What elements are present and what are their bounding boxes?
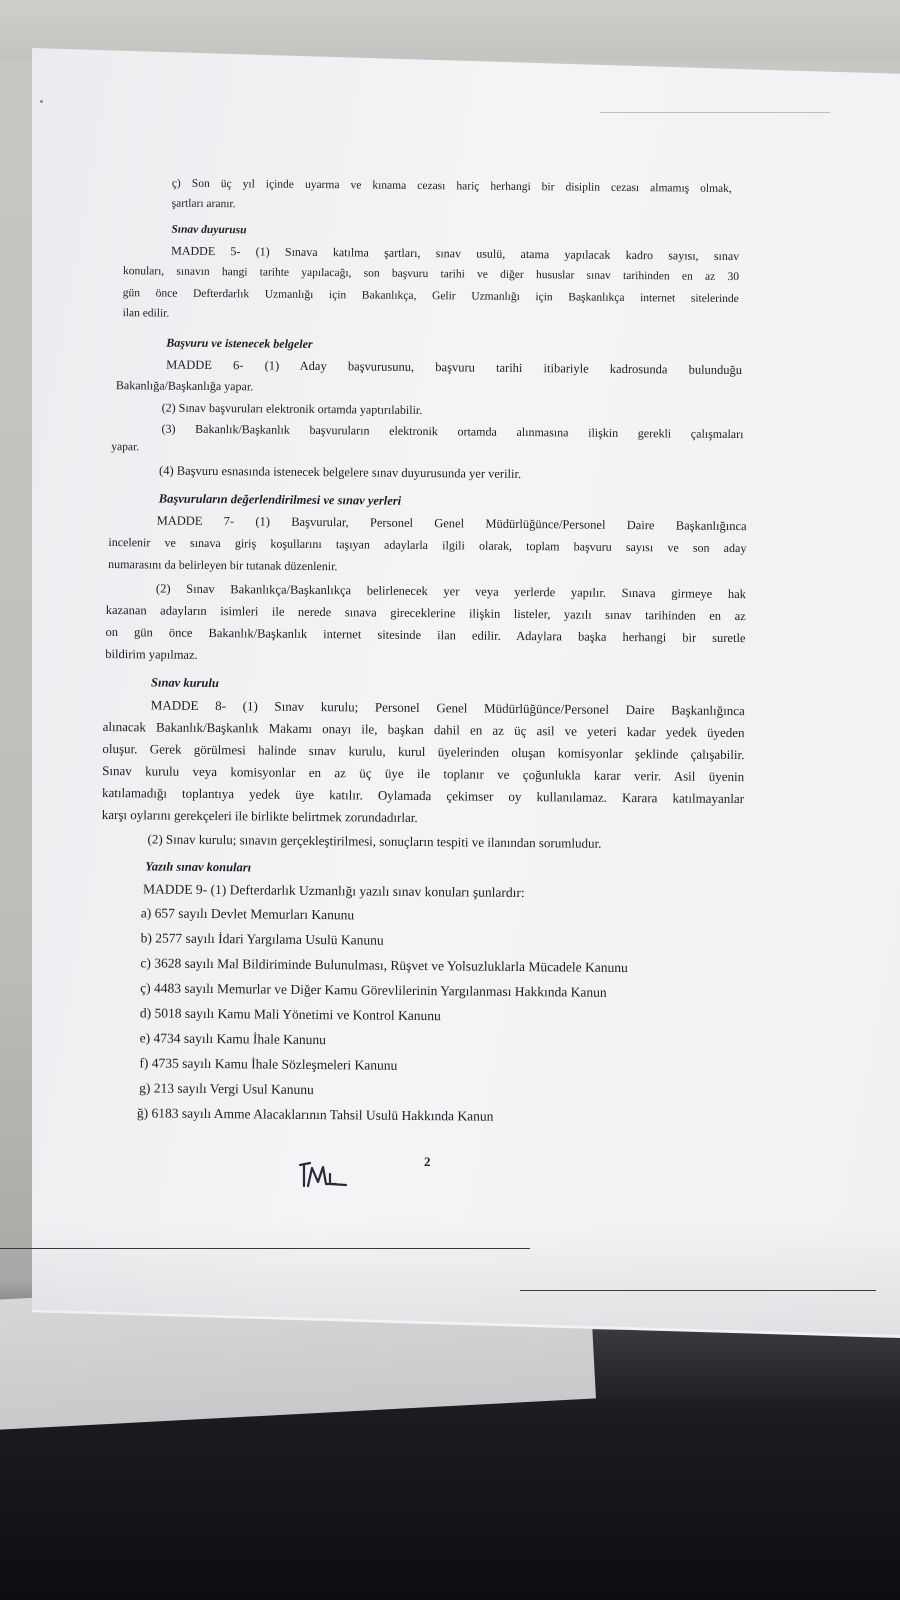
article-line: MADDE 8- (1) Sınav kurulu; Personel Genel Müdürlüğünce/Personel Daire Başkanlığınca (150, 697, 745, 719)
list-item: f) 4735 sayılı Kamu İhale Sözleşmeleri Kanunu (139, 1055, 398, 1073)
list-item: g) 213 sayılı Vergi Usul Kanunu (139, 1080, 314, 1098)
text-line: karşı oylarını gerekçeleri ile birlikte belirtmek zorundadırlar. (101, 806, 418, 826)
text-line: ilan edilir. (122, 307, 170, 320)
desk-surface-top (0, 0, 900, 60)
text-line: kazanan adayların isimleri ile nerede sınava gireceklerine ilişkin listeler, yazılı sınav tarihinden en az (105, 602, 746, 624)
text-line: Sınav kurulu veya komisyonlar en az üç üye ile toplanır ve çoğunlukla karar verir. Asil üyenin (102, 762, 745, 785)
page-number: 2 (424, 1154, 431, 1169)
text-line: oluşur. Gerek görülmesi halinde sınav kurulu, kurul üyelerinden oluşan komisyonlar şeklinde çalışabilir. (102, 740, 745, 763)
section-heading: Sınav duyurusu (171, 223, 247, 237)
section-heading: Başvuru ve istenecek belgeler (166, 335, 313, 351)
text-line: ç) Son üç yıl içinde uyarma ve kınama cezası hariç herhangi bir disiplin cezası almamış olmak, (171, 177, 732, 195)
text-line: Bakanlığa/Başkanlığa yapar. (115, 378, 254, 394)
text-line: (2) Sınav kurulu; sınavın gerçekleştirilmesi, sonuçların tespiti ve ilanından sorumludur. (147, 831, 602, 851)
section-heading: Başvuruların değerlendirilmesi ve sınav yerleri (158, 491, 402, 508)
text-line: şartları aranır. (171, 197, 236, 211)
footer-rule (520, 1290, 876, 1291)
document-page (32, 48, 900, 1338)
list-item: d) 5018 sayılı Kamu Mali Yönetimi ve Kontrol Kanunu (139, 1005, 441, 1024)
handwritten-signature (296, 1156, 366, 1196)
list-item: a) 657 sayılı Devlet Memurları Kanunu (140, 905, 355, 923)
text-line: (2) Sınav Bakanlıkça/Başkanlıkça belirlenecek yer veya yerlerde yapılır. Sınava girmeye hak (155, 581, 747, 602)
article-line: MADDE 7- (1) Başvurular, Personel Genel Müdürlüğünce/Personel Daire Başkanlığınca (156, 513, 747, 534)
text-line: alınacak Bakanlık/Başkanlık Makamı onayı ile, başkan dahil en az üç asil ve yeteri kadar yedek üyeden (102, 718, 745, 741)
text-line: yapar. (111, 441, 140, 454)
text-line: bildirim yapılmaz. (105, 646, 198, 662)
text-line: (3) Bakanlık/Başkanlık başvuruların elektronik ortamda alınmasına ilişkin gerekli çalışmaları (161, 421, 744, 442)
text-line: (2) Sınav başvuruları elektronik ortamda yaptırılabilir. (161, 400, 423, 418)
list-item: ğ) 6183 sayılı Amme Alacaklarının Tahsil Usulü Hakkında Kanun (136, 1105, 494, 1124)
text-line: konuları, sınavın hangi tarihte yapılacağı, son başvuru tarihi ve diğer hususlar sınav tarihinden en az 30 (122, 265, 740, 284)
text-line: (4) Başvuru esnasında istenecek belgelere sınav duyurusunda yer verilir. (159, 463, 522, 481)
section-heading: Yazılı sınav konuları (145, 859, 252, 875)
text-line: incelenir ve sınava giriş koşullarını taşıyan adaylarla ilgili olarak, toplam başvuru sayısı ve son aday (108, 535, 747, 556)
section-heading: Sınav kurulu (150, 675, 219, 691)
list-item: ç) 4483 sayılı Memurlar ve Diğer Kamu Görevlilerinin Yargılanması Hakkında Kanun (140, 980, 607, 1000)
text-line: on gün önce Bakanlık/Başkanlık internet sitesinde ilan edilir. Adaylara başka herhangi bir suretle (105, 624, 746, 646)
article-line: MADDE 9- (1) Defterdarlık Uzmanlığı yazılı sınav konuları şunlardır: (143, 881, 525, 901)
article-line: MADDE 6- (1) Aday başvurusunu, başvuru tarihi itibariyle kadrosunda bulunduğu (166, 357, 743, 378)
footer-rule (0, 1248, 530, 1249)
article-line: MADDE 5- (1) Sınava katılma şartları, sınav usulü, atama yapılacak kadro sayısı, sınav (171, 243, 740, 264)
list-item: c) 3628 sayılı Mal Bildiriminde Bulunulması, Rüşvet ve Yolsuzluklarla Mücadele Kanunu (140, 955, 628, 976)
list-item: e) 4734 sayılı Kamu İhale Kanunu (139, 1030, 327, 1048)
text-line: numarasını da belirleyen bir tutanak düzenlenir. (108, 557, 338, 574)
faint-header-line (600, 112, 830, 113)
text-line: gün önce Defterdarlık Uzmanlığı için Bakanlıkça, Gelir Uzmanlığı için Başkanlıkça internet sitelerinde (122, 287, 739, 306)
page-speck (40, 100, 43, 103)
text-line: katılamadığı toplantıya yedek üye katılır. Oylamada çekimser oy kullanılamaz. Karara katılmayanlar (101, 784, 745, 807)
list-item: b) 2577 sayılı İdari Yargılama Usulü Kanunu (140, 930, 384, 948)
